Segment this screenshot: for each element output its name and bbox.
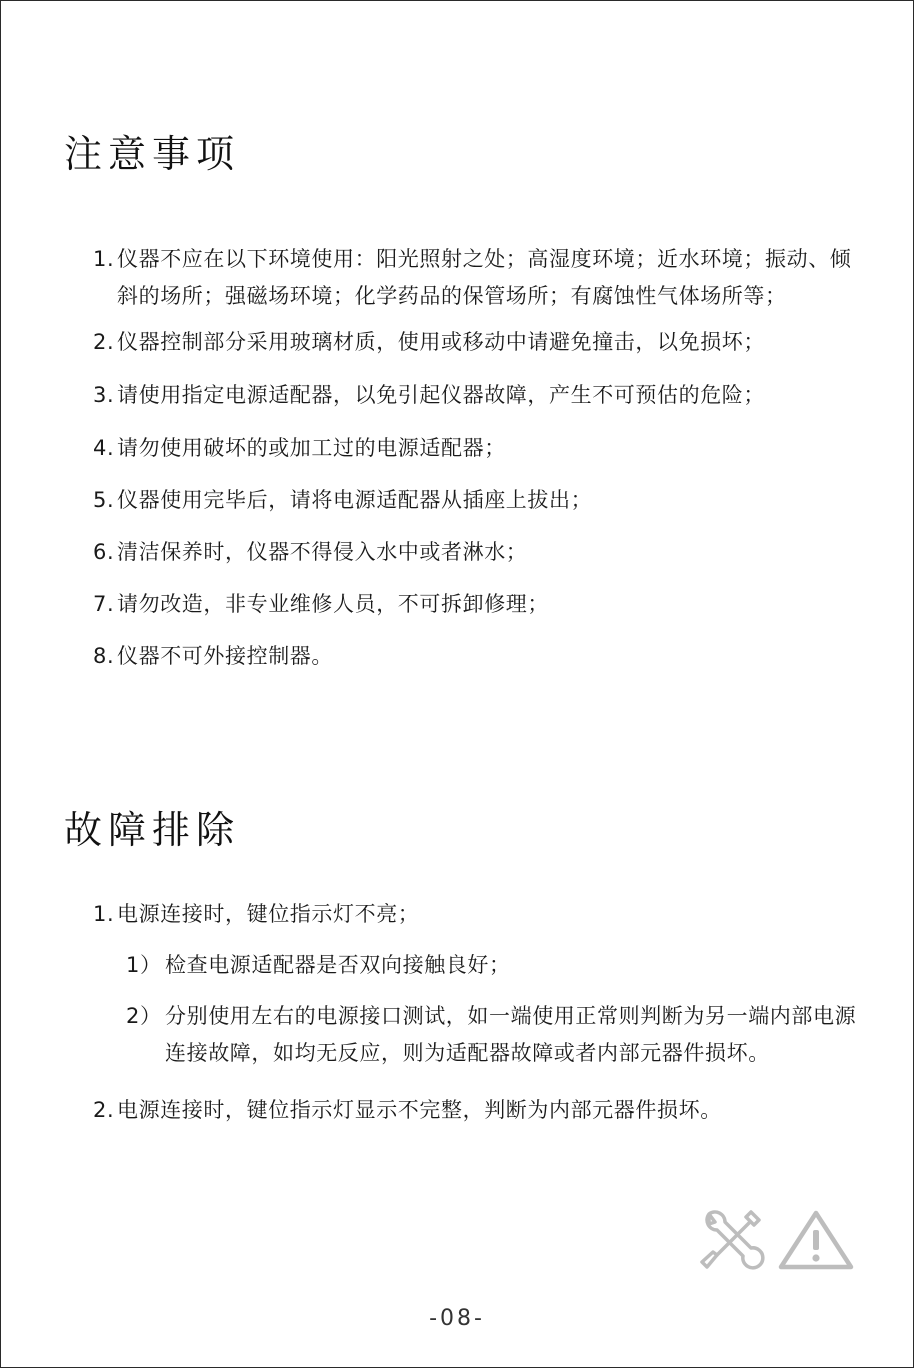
notes-list — [93, 241, 863, 675]
warning-icon — [781, 1213, 851, 1267]
list-item: 7. 请勿改造，非专业维修人员，不可拆卸修理； — [93, 592, 549, 616]
troubleshooting-list — [93, 896, 863, 1129]
list-item: 4. 请勿使用破坏的或加工过的电源适配器； — [93, 436, 506, 460]
troubleshooting-heading: 故障排除 — [64, 808, 241, 852]
list-item: 1. 仪器不应在以下环境使用：阳光照射之处；高湿度环境；近水环境；振动、倾斜的场所；强磁场环境；化学药品的保管场所；有腐蚀性气体场所等； — [93, 247, 852, 308]
list-item: 8. 仪器不可外接控制器。 — [93, 644, 333, 668]
page-number: -08- — [429, 1306, 485, 1331]
list-item: 2. 仪器控制部分采用玻璃材质，使用或移动中请避免撞击，以免损坏； — [93, 330, 765, 354]
list-item: 1. 电源连接时，键位指示灯不亮； — [93, 902, 420, 926]
list-item: 5. 仪器使用完毕后，请将电源适配器从插座上拔出； — [93, 488, 593, 512]
tools-icon — [702, 1212, 763, 1268]
footer-icons — [699, 1206, 859, 1276]
list-item: 3. 请使用指定电源适配器，以免引起仪器故障，产生不可预估的危险； — [93, 383, 765, 407]
list-item: 2. 电源连接时，键位指示灯显示不完整，判断为内部元器件损坏。 — [93, 1098, 722, 1122]
notes-heading: 注意事项 — [64, 132, 241, 176]
sub-list-item: 2） 分别使用左右的电源接口测试，如一端使用正常则判断为另一端内部电源连接故障，如均无反应，则为适配器故障或者内部元器件损坏。 — [126, 1004, 857, 1065]
sub-list-item: 1） 检查电源适配器是否双向接触良好； — [126, 953, 511, 977]
list-item: 6. 清洁保养时，仪器不得侵入水中或者淋水； — [93, 540, 528, 564]
